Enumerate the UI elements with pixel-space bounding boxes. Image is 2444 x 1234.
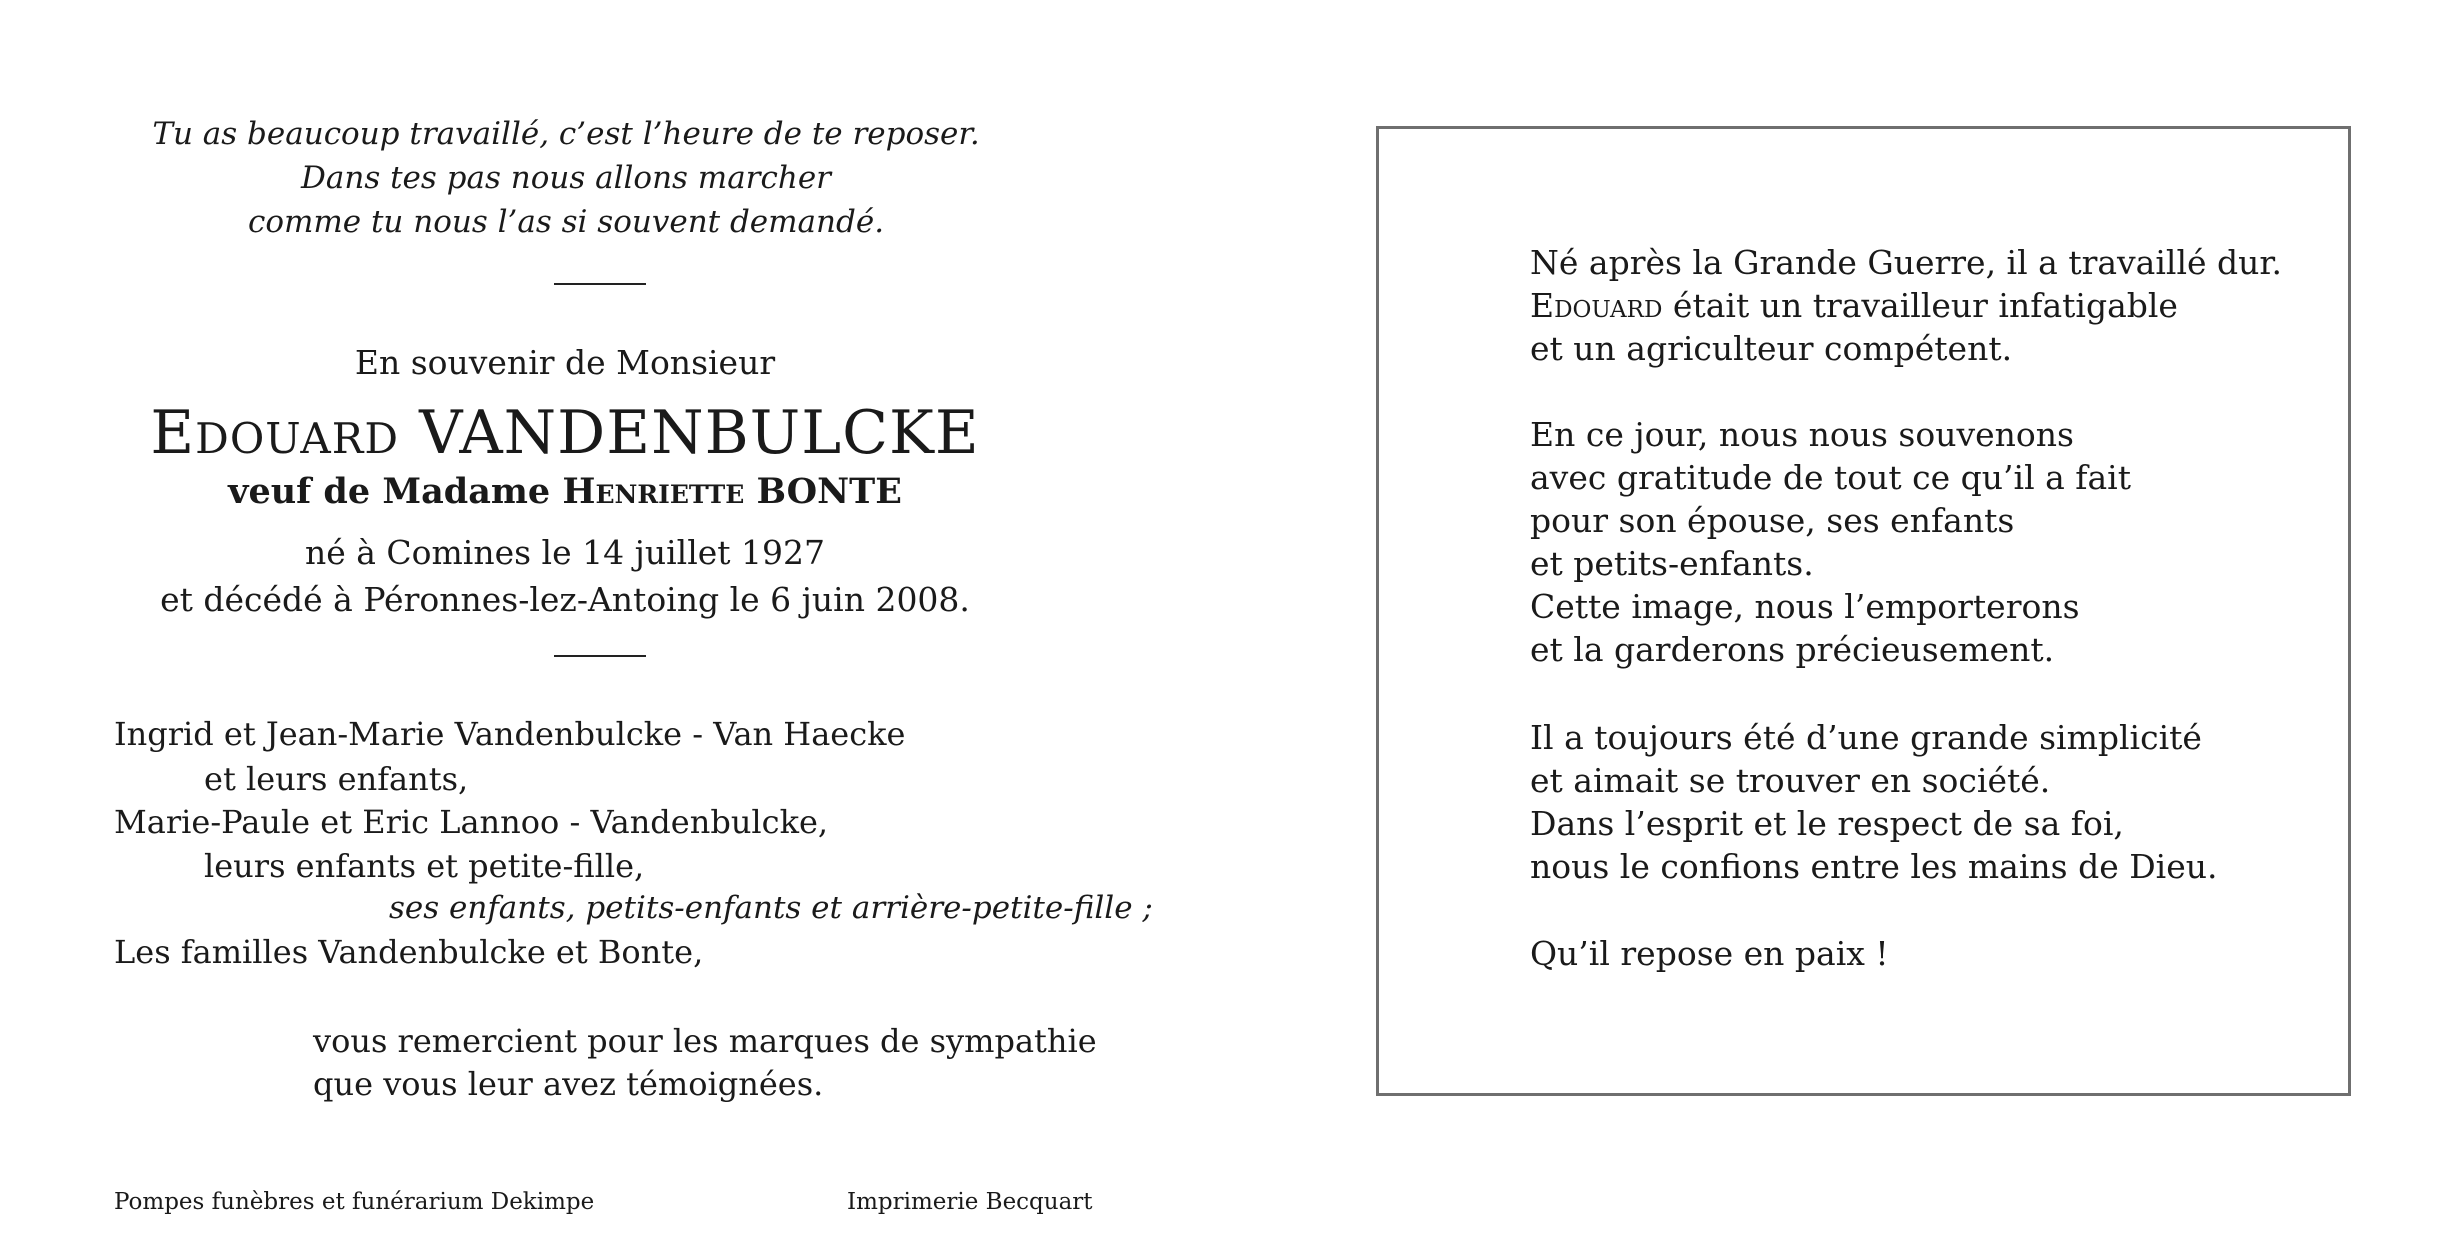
thanks-line: vous remercient pour les marques de sympathie <box>313 1022 1097 1060</box>
tribute-line: et petits-enfants. <box>1530 544 1814 583</box>
tribute-line: et un agriculteur compétent. <box>1530 329 2013 368</box>
thanks-line: que vous leur avez témoignées. <box>313 1065 824 1103</box>
poem-line: comme tu nous l’as si souvent demandé. <box>247 204 885 240</box>
family-line: leurs enfants et petite-fille, <box>204 847 645 885</box>
tribute-line: Né après la Grande Guerre, il a travaillé dur. <box>1530 243 2283 282</box>
printer-credit: Imprimerie Becquart <box>847 1189 1093 1215</box>
tribute-line <box>1530 286 2178 325</box>
tribute-line: Cette image, nous l’emporterons <box>1530 587 2080 626</box>
family-line: ses enfants, petits-enfants et arrière-petite-fille ; <box>389 890 1153 926</box>
divider-middle <box>554 655 646 657</box>
tribute-name: Edouard <box>1530 286 1663 325</box>
spouse-prefix: veuf de Madame <box>228 471 551 512</box>
birth-line: né à Comines le 14 juillet 1927 <box>304 533 826 572</box>
family-line: Ingrid et Jean-Marie Vandenbulcke - Van Haecke <box>114 715 906 753</box>
spouse-first-name: Henriette <box>562 471 745 512</box>
tribute-line: Il a toujours été d’une grande simplicité <box>1530 718 2202 757</box>
announcement-line: En souvenir de Monsieur <box>354 343 776 382</box>
family-line: Marie-Paule et Eric Lannoo - Vandenbulcke, <box>114 803 829 841</box>
tribute-line-rest: était un travailleur infatigable <box>1662 286 2178 325</box>
spouse-line <box>0 471 1176 512</box>
poem-line: Dans tes pas nous allons marcher <box>301 160 831 196</box>
tribute-line: pour son épouse, ses enfants <box>1530 501 2015 540</box>
death-line: et décédé à Péronnes-lez-Antoing le 6 juin 2008. <box>160 580 970 619</box>
spouse-last-name: BONTE <box>756 471 902 512</box>
deceased-name <box>0 398 1176 468</box>
poem-line: Tu as beaucoup travaillé, c’est l’heure de te reposer. <box>152 116 980 152</box>
tribute-line: Qu’il repose en paix ! <box>1530 934 1889 973</box>
family-line: et leurs enfants, <box>204 760 469 798</box>
tribute-line: nous le confions entre les mains de Dieu. <box>1530 847 2218 886</box>
tribute-line: En ce jour, nous nous souvenons <box>1530 415 2074 454</box>
funeral-home-credit: Pompes funèbres et funérarium Dekimpe <box>114 1189 595 1215</box>
tribute-line: et la garderons précieusement. <box>1530 630 2055 669</box>
deceased-first-name: Edouard <box>150 398 400 468</box>
tribute-line: avec gratitude de tout ce qu’il a fait <box>1530 458 2131 497</box>
divider-top <box>554 283 646 285</box>
tribute-line: et aimait se trouver en société. <box>1530 761 2051 800</box>
tribute-line: Dans l’esprit et le respect de sa foi, <box>1530 804 2124 843</box>
deceased-last-name: VANDENBULCKE <box>419 398 980 468</box>
family-line: Les familles Vandenbulcke et Bonte, <box>114 933 704 971</box>
poem <box>0 112 1222 244</box>
